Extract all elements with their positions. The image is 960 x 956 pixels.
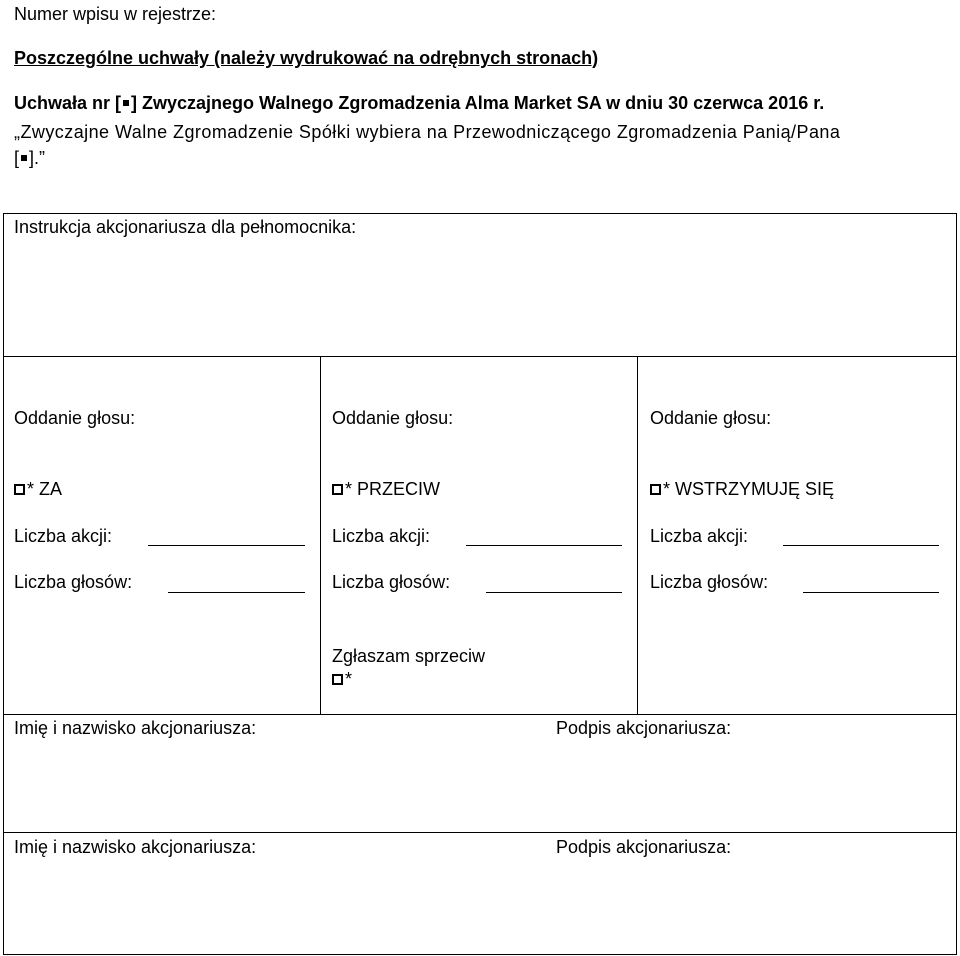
shareholder-name-label: Imię i nazwisko akcjonariusza: <box>14 718 257 738</box>
shares-label-abstain: Liczba akcji: <box>650 526 749 546</box>
votes-label-abstain: Liczba głosów: <box>650 572 769 592</box>
shareholder-signature-label: Podpis akcjonariusza: <box>556 718 732 738</box>
votes-label-for: Liczba głosów: <box>14 572 133 592</box>
resolution-title: Uchwała nr [ ] Zwyczajnego Walnego Zgromadzenia Alma Market SA w dniu 30 czerwca 2016 r. <box>14 93 825 113</box>
vote-option-against[interactable]: * PRZECIW <box>332 478 440 500</box>
shares-field-against[interactable] <box>466 545 622 546</box>
table-column-divider-2 <box>637 356 638 714</box>
placeholder-bullet <box>123 100 129 106</box>
vote-option-abstain[interactable]: * WSTRZYMUJĘ SIĘ <box>650 478 834 500</box>
objection-option[interactable]: * <box>332 668 352 690</box>
shareholder-name-label: Imię i nazwisko akcjonariusza: <box>14 837 257 857</box>
vote-option-for[interactable]: * ZA <box>14 478 62 500</box>
table-border-top <box>3 213 957 214</box>
table-border-bottom <box>3 954 957 955</box>
instruction-label: Instrukcja akcjonariusza dla pełnomocnika: <box>14 217 357 237</box>
section-title: Poszczególne uchwały (należy wydrukować na odrębnych stronach) <box>14 48 599 68</box>
register-number-label: Numer wpisu w rejestrze: <box>14 4 217 24</box>
table-divider-signatures <box>3 832 957 833</box>
placeholder-bullet <box>21 155 27 161</box>
checkbox-against[interactable] <box>332 484 343 495</box>
resolution-text-line-1: „Zwyczajne Walne Zgromadzenie Spółki wybiera na Przewodniczącego Zgromadzenia Panią/Pana <box>14 122 841 142</box>
shares-label-for: Liczba akcji: <box>14 526 113 546</box>
shares-label-against: Liczba akcji: <box>332 526 431 546</box>
table-border-right <box>956 213 957 955</box>
shareholder-signature-label: Podpis akcjonariusza: <box>556 837 732 857</box>
vote-heading-for: Oddanie głosu: <box>14 408 136 428</box>
checkbox-for[interactable] <box>14 484 25 495</box>
votes-field-abstain[interactable] <box>803 592 939 593</box>
table-divider-instruction <box>3 356 957 357</box>
table-column-divider-1 <box>320 356 321 714</box>
vote-heading-abstain: Oddanie głosu: <box>650 408 772 428</box>
table-divider-votes <box>3 714 957 715</box>
votes-field-for[interactable] <box>168 592 305 593</box>
checkbox-abstain[interactable] <box>650 484 661 495</box>
objection-label: Zgłaszam sprzeciw <box>332 646 486 666</box>
checkbox-objection[interactable] <box>332 674 343 685</box>
resolution-text-line-2: [ ].” <box>14 148 46 168</box>
votes-field-against[interactable] <box>486 592 622 593</box>
table-border-left <box>3 213 4 955</box>
votes-label-against: Liczba głosów: <box>332 572 451 592</box>
vote-heading-against: Oddanie głosu: <box>332 408 454 428</box>
shares-field-for[interactable] <box>148 545 305 546</box>
shares-field-abstain[interactable] <box>783 545 939 546</box>
